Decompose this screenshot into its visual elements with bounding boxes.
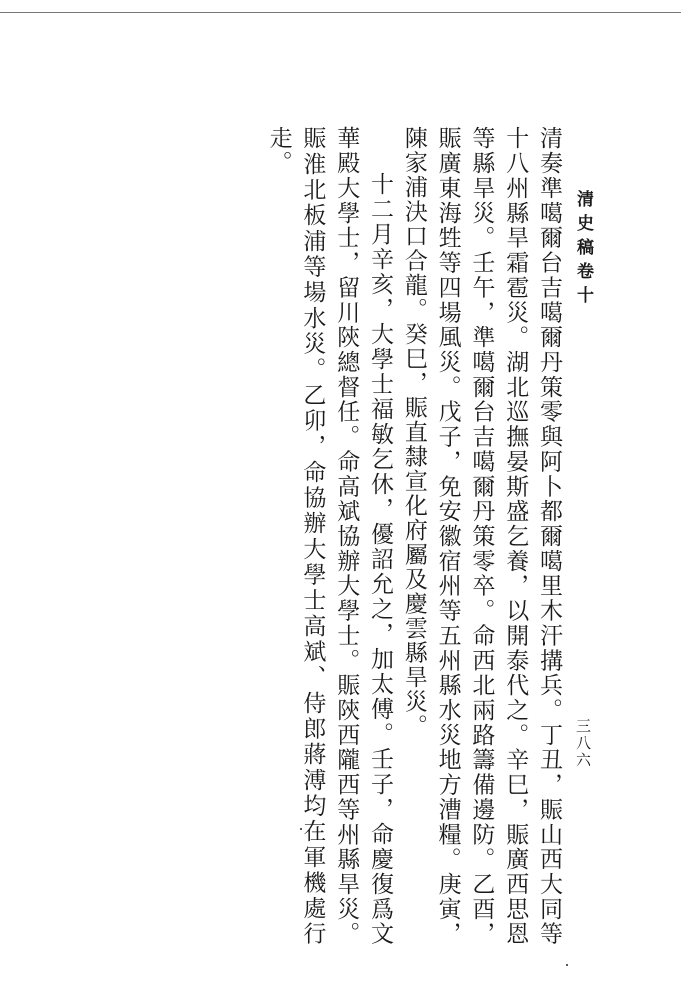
paragraph-annals-continued: 清奏準噶爾台吉噶爾丹策零與阿卜都爾噶里木汗搆兵。丁丑，賑山西大同等十八州縣旱霜雹災。湖北巡撫晏斯盛乞養，以開泰代之。辛巳，賑廣西思恩等縣旱災。壬午，準噶爾台吉噶爾丹策零卒。命西北兩路籌備邊防。乙酉，賑廣東海甡等四場風災。戊子，免安徽宿州等五州縣水災地方漕糧。庚寅，陳家浦決口合龍。癸巳，賑直隸宣化府屬及慶雲縣旱災。	[400, 126, 562, 946]
running-head: 清史稿卷十	[573, 190, 593, 310]
scan-speck	[566, 964, 568, 966]
paragraph-twelfth-month: 十二月辛亥，大學士福敏乞休，優詔允之，加太傅。壬子，命慶復爲文華殿大學士，留川陝總督任。命高斌協辦大學士。賑陝西隴西等州縣旱災。賑淮北板浦等場水災。乙卯，命協辦大學士高斌、侍郎蔣溥均在軍機處行走。	[265, 126, 394, 946]
page-number: 三八六	[574, 718, 592, 769]
main-text-block	[265, 126, 565, 946]
top-border-rule	[0, 12, 681, 13]
